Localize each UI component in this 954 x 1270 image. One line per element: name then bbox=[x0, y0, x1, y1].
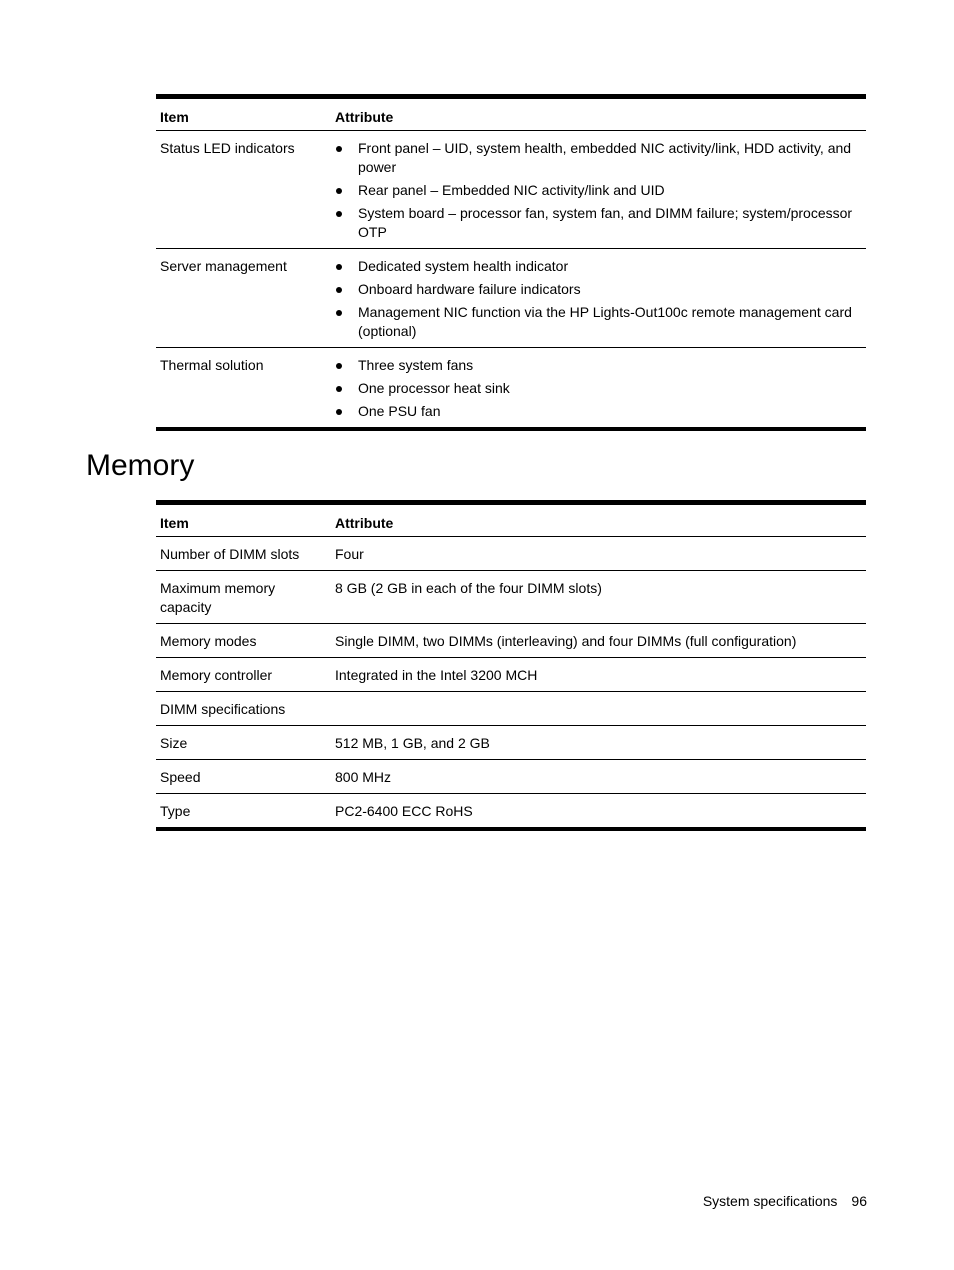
table-row bbox=[156, 348, 866, 430]
bullet-icon bbox=[336, 287, 342, 293]
row-value: 512 MB, 1 GB, and 2 GB bbox=[335, 735, 490, 751]
list-item-text: Three system fans bbox=[358, 357, 474, 373]
list-item bbox=[335, 280, 862, 299]
page-number: 96 bbox=[851, 1193, 867, 1209]
row-item-label: Maximum memory capacity bbox=[160, 580, 276, 615]
list-item bbox=[335, 139, 862, 177]
column-header-item: Item bbox=[160, 109, 189, 125]
bullet-icon bbox=[336, 386, 342, 392]
column-header-item: Item bbox=[160, 515, 189, 531]
row-attribute-cell bbox=[331, 348, 866, 430]
list-item-text: One PSU fan bbox=[358, 403, 441, 419]
list-item bbox=[335, 257, 862, 276]
table-row bbox=[156, 760, 866, 794]
list-item-text: Dedicated system health indicator bbox=[358, 258, 569, 274]
list-item-text: Onboard hardware failure indicators bbox=[358, 281, 581, 297]
row-item-label: DIMM specifications bbox=[160, 701, 286, 717]
list-item-text: Rear panel – Embedded NIC activity/link and UID bbox=[358, 182, 665, 198]
row-value: 8 GB (2 GB in each of the four DIMM slots) bbox=[335, 580, 602, 596]
bullet-icon bbox=[336, 310, 342, 316]
table-header-row bbox=[156, 503, 866, 537]
row-item-label: Memory modes bbox=[160, 633, 257, 649]
table-row bbox=[156, 726, 866, 760]
row-item-label: Status LED indicators bbox=[160, 140, 295, 156]
column-header-attribute: Attribute bbox=[335, 515, 394, 531]
row-value: Integrated in the Intel 3200 MCH bbox=[335, 667, 538, 683]
table-row bbox=[156, 131, 866, 249]
bullet-icon bbox=[336, 409, 342, 415]
memory-spec-table bbox=[156, 500, 866, 831]
list-item bbox=[335, 303, 862, 341]
row-value: 800 MHz bbox=[335, 769, 392, 785]
attribute-list bbox=[335, 356, 862, 421]
list-item bbox=[335, 181, 862, 200]
table-row bbox=[156, 537, 866, 571]
table-row bbox=[156, 794, 866, 830]
table-row bbox=[156, 571, 866, 624]
bullet-icon bbox=[336, 363, 342, 369]
attribute-list bbox=[335, 139, 862, 242]
attribute-list bbox=[335, 257, 862, 341]
row-item-label: Speed bbox=[160, 769, 201, 785]
page-footer bbox=[703, 1193, 867, 1209]
list-item-text: Management NIC function via the HP Lights-Out100c remote management card (optional) bbox=[358, 304, 852, 339]
table-row bbox=[156, 624, 866, 658]
row-attribute-cell bbox=[331, 249, 866, 348]
row-item-label: Type bbox=[160, 803, 191, 819]
status-management-thermal-table bbox=[156, 94, 866, 431]
list-item-text: One processor heat sink bbox=[358, 380, 510, 396]
section-heading-memory: Memory bbox=[86, 449, 195, 482]
table-row bbox=[156, 692, 866, 726]
row-value: PC2-6400 ECC RoHS bbox=[335, 803, 473, 819]
row-value: Single DIMM, two DIMMs (interleaving) and four DIMMs (full configuration) bbox=[335, 633, 797, 649]
list-item-text: System board – processor fan, system fan, and DIMM failure; system/processor OTP bbox=[358, 205, 853, 240]
row-item-label: Server management bbox=[160, 258, 287, 274]
table-header-row bbox=[156, 97, 866, 131]
row-item-label: Memory controller bbox=[160, 667, 273, 683]
row-item-label: Size bbox=[160, 735, 188, 751]
column-header-attribute: Attribute bbox=[335, 109, 394, 125]
row-item-label: Number of DIMM slots bbox=[160, 546, 300, 562]
list-item-text: Front panel – UID, system health, embedded NIC activity/link, HDD activity, and power bbox=[358, 140, 852, 175]
list-item bbox=[335, 402, 862, 421]
bullet-icon bbox=[336, 146, 342, 152]
row-value bbox=[331, 692, 866, 726]
bullet-icon bbox=[336, 264, 342, 270]
table-row bbox=[156, 249, 866, 348]
row-attribute-cell bbox=[331, 131, 866, 249]
row-value: Four bbox=[335, 546, 364, 562]
bullet-icon bbox=[336, 211, 342, 217]
table-row bbox=[156, 658, 866, 692]
list-item bbox=[335, 379, 862, 398]
footer-section-label: System specifications bbox=[702, 1193, 838, 1209]
list-item bbox=[335, 204, 862, 242]
bullet-icon bbox=[336, 188, 342, 194]
list-item bbox=[335, 356, 862, 375]
row-item-label: Thermal solution bbox=[160, 357, 264, 373]
